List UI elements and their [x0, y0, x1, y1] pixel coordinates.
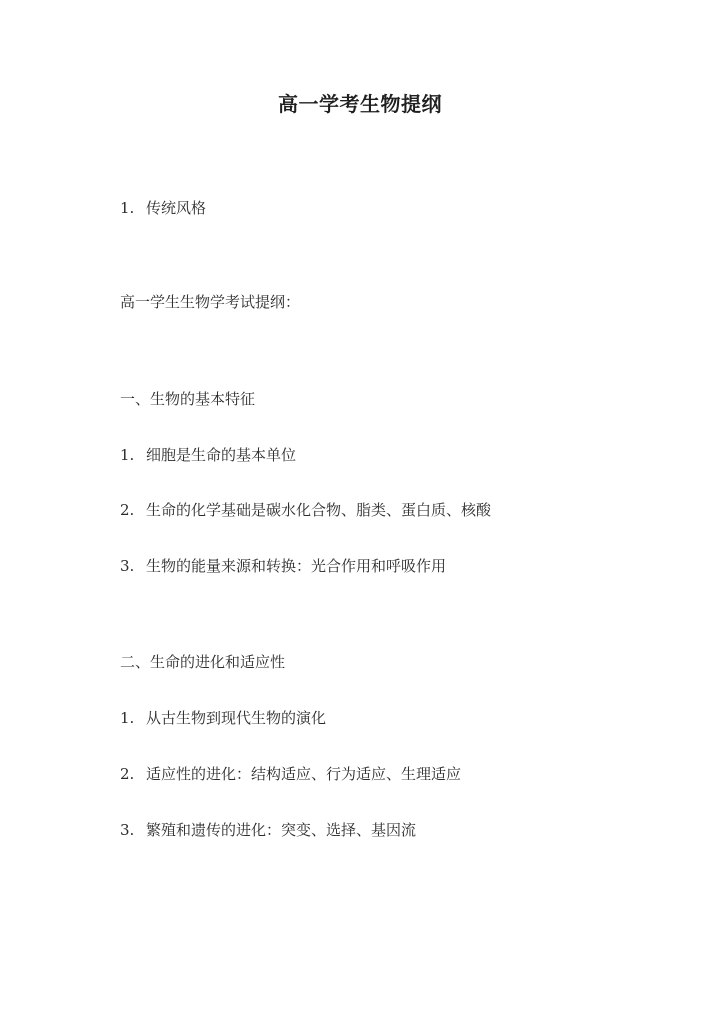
document-title: 高一学考生物提纲: [278, 92, 442, 116]
list-item: [120, 764, 461, 784]
style-item: [120, 198, 206, 218]
list-text: 生物的能量来源和转换：光合作用和呼吸作用: [146, 557, 447, 575]
list-text: 传统风格: [146, 199, 207, 217]
list-number: 2.: [120, 765, 135, 783]
list-number: 1.: [120, 709, 135, 727]
intro-paragraph: 高一学生生物学考试提纲：: [120, 293, 301, 311]
list-item: [120, 556, 446, 576]
list-item: [120, 708, 326, 728]
list-text: 适应性的进化：结构适应、行为适应、生理适应: [146, 765, 462, 783]
list-item: [120, 445, 296, 465]
list-text: 繁殖和遗传的进化：突变、选择、基因流: [146, 821, 417, 839]
section-heading-2: 二、生命的进化和适应性: [120, 653, 286, 671]
list-text: 细胞是生命的基本单位: [146, 446, 297, 464]
list-number: 1.: [120, 446, 135, 464]
list-number: 3.: [120, 821, 135, 839]
section-heading-1: 一、生物的基本特征: [120, 390, 256, 408]
list-item: [120, 820, 416, 840]
list-number: 3.: [120, 557, 135, 575]
list-number: 2.: [120, 501, 135, 519]
list-number: 1.: [120, 199, 135, 217]
list-item: [120, 500, 491, 520]
list-text: 从古生物到现代生物的演化: [146, 709, 327, 727]
list-text: 生命的化学基础是碳水化合物、脂类、蛋白质、核酸: [146, 501, 492, 519]
